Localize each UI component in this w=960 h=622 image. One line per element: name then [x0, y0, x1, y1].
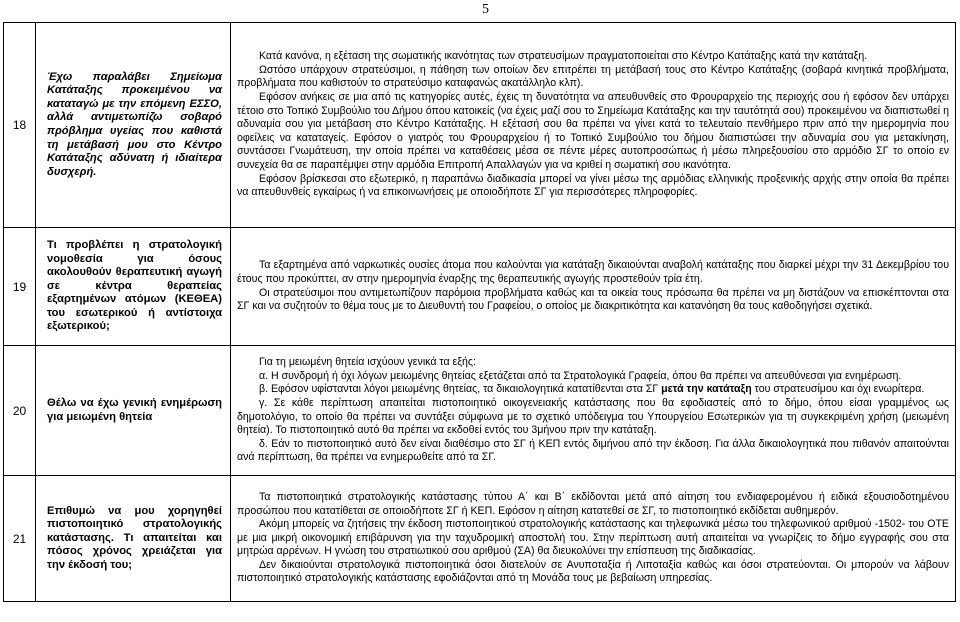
answer-paragraph: Κατά κανόνα, η εξέταση της σωματικής ικανότητας των στρατευσίμων πραγματοποιείται στο Κέντρο Κατάταξης κατά την κατάταξη.: [259, 50, 868, 63]
table-row: [4, 228, 956, 346]
answer-text: του στρατευσίμου και όχι ενωρίτερα.: [751, 383, 925, 396]
table-row: [4, 23, 956, 228]
question-cell: Θέλω να έχω γενική ενημέρωση για μειωμένη θητεία: [36, 346, 231, 476]
answer-paragraph: Ωστόσο υπάρχουν στρατεύσιμοι, η πάθηση των οποίων δεν επιτρέπει τη μετάβασή τους στο Κέντρο Κατάταξης (σοβαρά κινητικά προβλήματα, προβλήματα που καθιστούν το στρατεύσιμο καταφανώς ακατάλληλο κλπ).: [237, 63, 949, 90]
row-number: 19: [4, 228, 36, 346]
answer-paragraph: Ακόμη μπορείς να ζητήσεις την έκδοση πιστοποιητικού στρατολογικής κατάστασης και τηλεφωνικά μέσω του τηλεφωνικού αριθμού -1502- του ΟΤΕ με μια μικρή οικονομική επιβάρυνση για την ταχυδρομική αποστολή του. Στην περίπτωση αυτή απαιτείται να γνωρίζεις το δήμο εγγραφής σου στα μητρώα αρρένων. Η γνώση του στρατιωτικού σου αριθμού (ΣΑ) θα διευκολύνει την επίσπευση της διαδικασίας.: [237, 518, 949, 558]
answer-cell: [231, 346, 956, 476]
answer-intro: Για τη μειωμένη θητεία ισχύουν γενικά τα εξής:: [259, 356, 476, 369]
faq-table: [3, 22, 956, 602]
answer-cell: [231, 228, 956, 346]
emphasis-text: μετά την κατάταξη: [661, 383, 752, 396]
table-row: [4, 346, 956, 476]
answer-paragraph: Οι στρατεύσιμοι που αντιμετωπίζουν παρόμοια προβλήματα καθώς και τα οικεία τους πρόσωπα θα πρέπει να μη διστάζουν να επισκέπτονται στα ΣΓ και να συζητούν το θέμα τους με το Διευθυντή του Γραφείου, ο οποίος με διακριτικότητα και κατανόηση θα τους καθοδηγήσει σχετικά.: [237, 286, 949, 313]
answer-paragraph: Τα πιστοποιητικά στρατολογικής κατάστασης τύπου Α΄ και Β΄ εκδίδονται μετά από αίτηση του ενδιαφερομένου ή ειδικά εξουσιοδοτημένου προσώπου που κατατίθεται σε οποιοδήποτε ΣΓ ή ΚΕΠ. Εφόσον η αίτηση κατατεθεί σε ΣΓ, το πιστοποιητικό εκδίδεται αυθημερόν.: [237, 490, 949, 517]
answer-item-c: γ. Σε κάθε περίπτωση απαιτείται πιστοποιητικό οικογενειακής κατάστασης που θα εφοδιαστείς από το δήμο, όπου είσαι γραμμένος ως δημοτολόγιο, το οποίο θα πρέπει να συντάξει σύμφωνα με το σχετικό υπόδειγμα του Υπουργείου Εσωτερικών για τη συγκεκριμένη χρήση (μειωμένη θητεία). Το πιστοποιητικό αυτό θα πρέπει να εκδοθεί εντός του 3μήνου πριν την κατάταξη.: [237, 396, 949, 437]
answer-paragraph: Εφόσον βρίσκεσαι στο εξωτερικό, η παραπάνω διαδικασία μπορεί να γίνει μέσω της αρμόδιας ελληνικής προξενικής αρχής στην οποία θα πρέπει να απευθυνθείς εγκαίρως ή να επικοινωνήσεις με οποιοδήποτε ΣΓ για περισσότερες πληροφορίες.: [237, 172, 949, 199]
answer-paragraph: Τα εξαρτημένα από ναρκωτικές ουσίες άτομα που καλούνται για κατάταξη δικαιούνται αναβολή κατάταξης που διαρκεί μέχρι την 31 Δεκεμβρίου του έτους που προκύπτει, αν στην ημερομηνία έναρξης της θεραπευτικής αγωγής προστεθούν τρία έτη.: [237, 259, 949, 285]
answer-text: β. Εφόσον υφίστανται λόγοι μειωμένης θητείας, τα δικαιολογητικά κατατίθενται στα ΣΓ: [259, 383, 662, 396]
page-number: 5: [482, 2, 489, 17]
answer-item-d: δ. Εάν το πιστοποιητικό αυτό δεν είναι διαθέσιμο στο ΣΓ ή ΚΕΠ εντός διμήνου από την έκδοση. Για άλλα δικαιολογητικά που πιθανόν απαιτούνται ανά περίπτωση, θα πρέπει να ενημερωθείτε από τα ΣΓ.: [237, 437, 949, 464]
question-cell: Έχω παραλάβει Σημείωμα Κατάταξης προκειμένου να καταταγώ με την επόμενη ΕΣΣΟ, αλλά αντιμετωπίζω σοβαρό πρόβλημα υγείας που καθιστά τη μετάβασή μου στο Κέντρο Κατάταξης αδύνατη ή ιδιαίτερα δυσχερή.: [36, 23, 231, 228]
answer-item-b: [237, 383, 949, 397]
answer-paragraph: Δεν δικαιούνται στρατολογικά πιστοποιητικά όσοι διατελούν σε Ανυποταξία ή Λιποταξία καθώς και όσοι στρατεύονται. Οι μπορούν να λάβουν πιστοποιητικό στρατολογικής κατάστασης εφοδιάζονται από τη Μονάδα τους με βεβαίωση υπηρεσίας.: [237, 558, 949, 585]
answer-cell: [231, 476, 956, 602]
table-row: [4, 476, 956, 602]
answer-cell: [231, 23, 956, 228]
question-cell: Επιθυμώ να μου χορηγηθεί πιστοποιητικό στρατολογικής κατάστασης. Τι απαιτείται και πόσος χρόνος χρειάζεται για την έκδοσή του;: [36, 476, 231, 602]
answer-item-a: α. Η συνδρομή ή όχι λόγων μειωμένης θητείας εξετάζεται από τα Στρατολογικά Γραφεία, όπου θα πρέπει να απευθύνεσαι για ενημέρωση.: [259, 369, 902, 382]
answer-paragraph: Εφόσον ανήκεις σε μια από τις κατηγορίες αυτές, έχεις τη δυνατότητα να απευθυνθείς στο Φρουραρχείο της περιοχής σου ή εφόσον δεν υπάρχει τέτοιο στο Τοπικό Συμβούλιο του Δήμου όπου κατοικείς (να έχεις μαζί σου το Σημείωμα Κατάταξης και την ταυτότητά σου) προκειμένου να διαπιστωθεί η αδυναμία σου για μετάβαση στο Κέντρο Κατάταξης. Η εξέτασή σου θα πρέπει να γίνει κατά το τελευταίο πενθήμερο πριν από την ημερομηνία που οφείλεις να καταταγείς. Εφόσον ο γιατρός του Φρουραρχείου ή το Τοπικό Συμβούλιο του δήμου διαπιστώσει την αδυναμία σου για μετακίνηση, συντάσσει Γνωμάτευση, την οποία πρέπει να καταθέσεις μέσα σε πέντε μέρες αυτοπροσώπως ή μέσω πληρεξουσίου στο αρμόδιο ΣΓ το οποίο εν συνεχεία θα σε παραπέμψει στην αρμόδια Επιτροπή Απαλλαγών για να κριθεί η σωματική σου ικανότητα.: [237, 91, 949, 171]
question-cell: Τι προβλέπει η στρατολογική νομοθεσία για όσους ακολουθούν θεραπευτική αγωγή σε κέντρα θεραπείας εξαρτημένων ατόμων (ΚΕΘΕΑ) του εσωτερικού ή αντίστοιχα εξωτερικού;: [36, 228, 231, 346]
row-number: 20: [4, 346, 36, 476]
row-number: 21: [4, 476, 36, 602]
row-number: 18: [4, 23, 36, 228]
